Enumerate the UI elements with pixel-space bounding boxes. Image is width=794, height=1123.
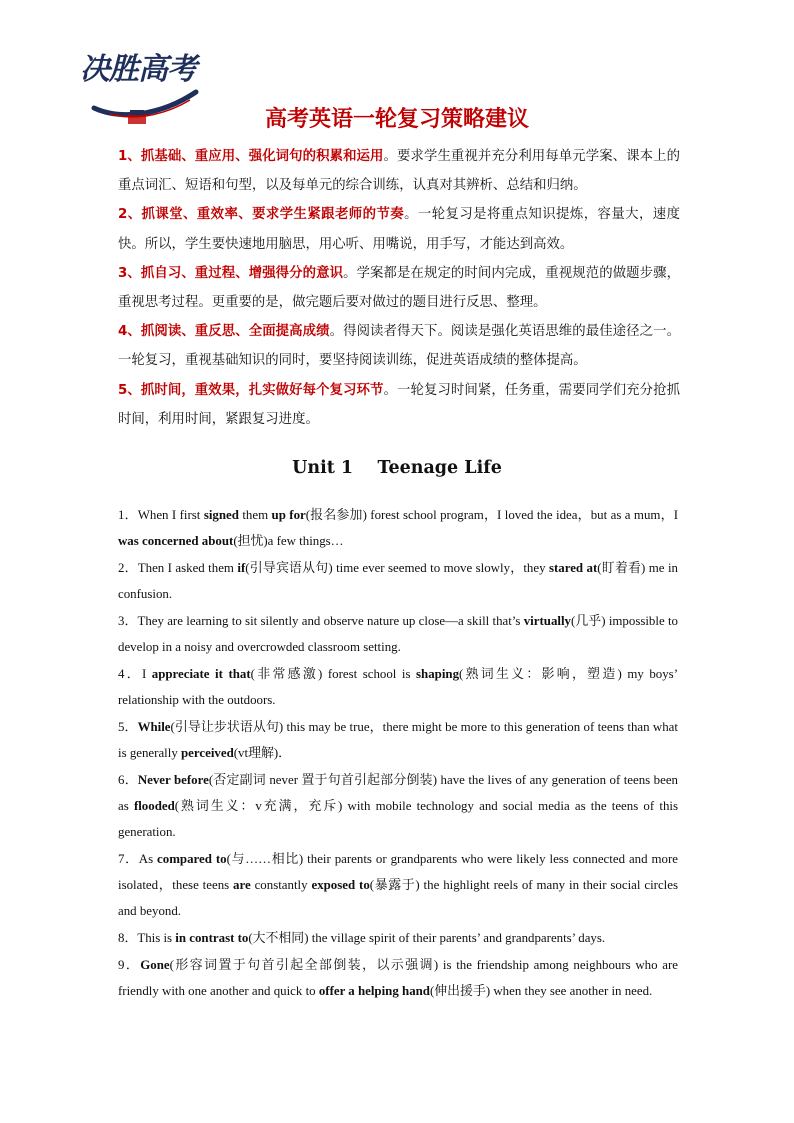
sentence-text: 9．	[118, 958, 141, 972]
sentence-item	[118, 925, 678, 951]
sentence-text: 2．Then I asked them	[118, 561, 238, 575]
sentence-text: 6．	[118, 773, 138, 787]
sentence-item	[118, 952, 678, 1004]
sentence-text: (暴露于) the highlight reels of many in their social circles and beyond.	[118, 878, 678, 918]
unit-title: Unit 1 Teenage Life	[292, 458, 502, 478]
advice-highlight: 4、抓阅读、重反思、全面提高成绩	[118, 324, 330, 340]
sentence-text: (担忧)a few things…	[233, 534, 344, 548]
key-phrase: compared to	[157, 852, 227, 866]
advice-text: 。得阅读者得天下。阅读是强化英语思维的最佳途径之一。一轮复习，重视基础知识的同时，要坚持阅读训练，促进英语成绩的整体提高。	[118, 324, 680, 369]
sentence-item	[118, 661, 678, 713]
key-phrase: are	[233, 878, 251, 892]
key-phrase: virtually	[523, 614, 571, 628]
sentence-text: (非常感激) forest school is	[250, 667, 417, 681]
key-phrase: appreciate it that	[151, 667, 251, 681]
sentence-text: (大不相同) the village spirit of their parents’ and grandparents’ days.	[248, 931, 606, 945]
sentence-text: them	[238, 508, 272, 522]
sentence-text: (与……相比) their parents or grandparents who were likely less connected and more isolated，these teens	[118, 852, 678, 892]
advice-item	[118, 376, 680, 434]
key-phrase: Never before	[137, 773, 209, 787]
key-phrase: While	[137, 720, 171, 734]
key-phrase: in contrast to	[175, 931, 249, 945]
sentence-item	[118, 714, 678, 766]
key-phrase: flooded	[133, 799, 175, 813]
sentence-text: (vt理解)．	[233, 746, 292, 760]
key-phrase: stared at	[548, 561, 598, 575]
sentence-text: (引导让步状语从句) this may be true，there might be more to this generation of teens than what is generally	[118, 720, 678, 760]
advice-highlight: 5、抓时间，重效果，扎实做好每个复习环节	[118, 382, 384, 398]
key-phrase: was concerned about	[118, 534, 234, 548]
sentence-text: (报名参加) forest school program，I loved the idea，but as a mum，I	[305, 508, 678, 522]
advice-list	[118, 142, 680, 434]
sentence-text: 7．As	[118, 852, 158, 866]
key-phrase: offer a helping hand	[318, 984, 430, 998]
advice-item	[118, 259, 680, 317]
sentence-text: 5．	[118, 720, 138, 734]
key-phrase: Gone	[140, 958, 170, 972]
sentence-text: (伸出援手) when they see another in need.	[429, 984, 653, 998]
sentence-text: (熟词生义：影响，塑造) my boys’ relationship with the outdoors.	[118, 667, 678, 707]
advice-text: 。要求学生重视并充分利用每单元学案、课本上的重点词汇、短语和句型，以及每单元的综合训练，认真对其辨析、总结和归纳。	[118, 149, 680, 194]
sentence-text: 4．I	[118, 667, 152, 681]
sentence-item	[118, 767, 678, 845]
sentence-text: (引导宾语从句) time ever seemed to move slowly，they	[245, 561, 549, 575]
advice-highlight: 2、抓课堂、重效率、要求学生紧跟老师的节奏	[118, 207, 405, 223]
key-phrase: if	[237, 561, 246, 575]
sentence-text: (几乎) impossible to develop in a noisy and overcrowded classroom setting.	[118, 614, 678, 654]
advice-item	[118, 142, 680, 200]
sentence-item	[118, 846, 678, 924]
sentence-text: (熟词生义：v充满，充斥) with mobile technology and social media as the teens of this generation.	[118, 799, 678, 839]
sentence-item	[118, 555, 678, 607]
sentence-text: 1．When I first	[118, 508, 204, 522]
sentence-item	[118, 502, 678, 554]
sentence-list	[118, 502, 678, 1005]
advice-highlight: 3、抓自习、重过程、增强得分的意识	[118, 265, 344, 281]
key-phrase: exposed to	[311, 878, 370, 892]
sentence-text: (盯着看) me in confusion.	[118, 561, 678, 601]
sentence-text: constantly	[250, 878, 312, 892]
sentence-text: 3．They are learning to sit silently and observe nature up close—a skill that’s	[118, 614, 524, 628]
advice-text: 。学案都是在规定的时间内完成，重视规范的做题步骤，重视思考过程。更重要的是，做完题后要对做过的题目进行反思、整理。	[118, 265, 680, 311]
advice-item	[118, 200, 680, 258]
key-phrase: perceived	[181, 746, 234, 760]
key-phrase: signed	[203, 508, 239, 522]
advice-text: 。一轮复习是将重点知识提炼，容量大，速度快。所以，学生要快速地用脑思，用心听、用嘴说，用手写，才能达到高效。	[118, 207, 680, 252]
sentence-item	[118, 608, 678, 660]
key-phrase: shaping	[416, 667, 460, 681]
logo-text: 决胜高考	[80, 52, 196, 87]
key-phrase: up for	[271, 508, 306, 522]
page-title: 高考英语一轮复习策略建议	[264, 107, 529, 132]
advice-text: 。一轮复习时间紧，任务重，需要同学们充分抢抓时间，利用时间，紧跟复习进度。	[118, 382, 680, 427]
sentence-text: (形容词置于句首引起全部倒装，以示强调) is the friendship among neighbours who are friendly with one another and quick to	[118, 958, 678, 998]
advice-item	[118, 317, 680, 375]
sentence-text: (否定副词 never 置于句首引起部分倒装) have the lives of any generation of teens been as	[118, 773, 678, 813]
advice-highlight: 1、抓基础、重应用、强化词句的积累和运用	[118, 149, 384, 164]
sentence-text: 8．This is	[118, 931, 176, 945]
